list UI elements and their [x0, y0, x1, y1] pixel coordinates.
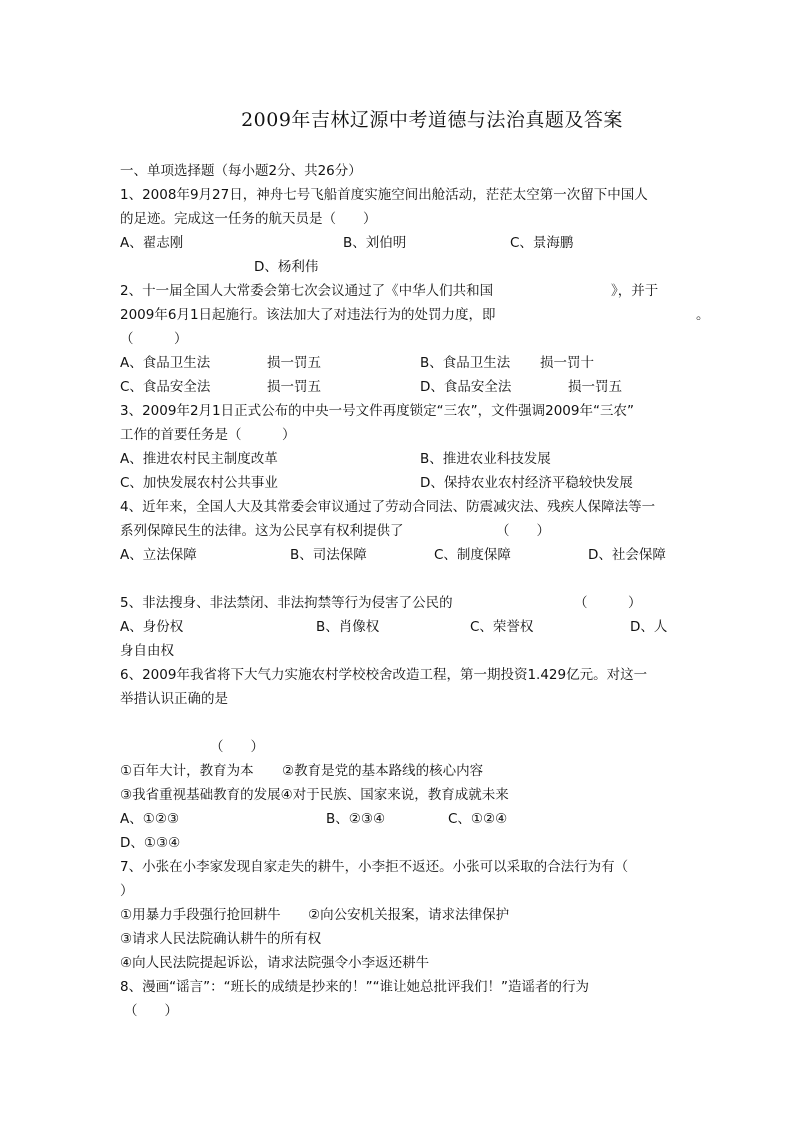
q7-stem-line1: 7、小张在小李家发现自家走失的耕牛，小李拒不返还。小张可以采取的合法行为有（ — [120, 859, 629, 875]
q3-option-b: B、推进农业科技发展 — [420, 451, 551, 467]
q2-option-a: A、食品卫生法 — [120, 355, 211, 371]
q5-option-b: B、肖像权 — [316, 619, 380, 635]
q6-item-1: ①百年大计，教育为本 — [120, 763, 254, 779]
q7-stem-line2: ） — [120, 883, 134, 899]
q2-option-c-detail: 损一罚五 — [267, 379, 321, 395]
q3-option-c: C、加快发展农村公共事业 — [120, 475, 278, 491]
q6-stem-line1: 6、2009年我省将下大气力实施农村学校校舍改造工程，第一期投资1.429亿元。对这一 — [120, 667, 648, 683]
q6-option-d: D、①③④ — [120, 835, 181, 851]
q1-option-b: B、刘伯明 — [343, 235, 407, 251]
q4-answer-paren: （ ） — [496, 523, 550, 539]
q2-option-d-detail: 损一罚五 — [568, 379, 622, 395]
q5-stem: 5、非法搜身、非法禁闭、非法拘禁等行为侵害了公民的 — [120, 595, 453, 611]
q6-option-c: C、①②④ — [448, 811, 508, 827]
q6-option-b: B、②③④ — [326, 811, 386, 827]
q5-option-d-continued: 身自由权 — [120, 643, 174, 659]
q6-item-3-4: ③我省重视基础教育的发展④对于民族、国家来说，教育成就未来 — [120, 787, 509, 803]
q4-option-c: C、制度保障 — [434, 547, 511, 563]
q2-stem-line2-end: 。 — [696, 307, 710, 323]
q3-option-d: D、保持农业农村经济平稳较快发展 — [420, 475, 633, 491]
q8-answer-paren: （ ） — [124, 1003, 178, 1019]
page-title: 2009年吉林辽源中考道德与法治真题及答案 — [241, 109, 623, 131]
q4-option-a: A、立法保障 — [120, 547, 197, 563]
q1-option-a: A、翟志刚 — [120, 235, 184, 251]
q7-item-2: ②向公安机关报案，请求法律保护 — [308, 907, 510, 923]
q2-stem-line1: 2、十一届全国人大常委会第七次会议通过了《中华人们共和国 — [120, 283, 494, 299]
q3-option-a: A、推进农村民主制度改革 — [120, 451, 278, 467]
q3-stem-line1: 3、2009年2月1日正式公布的中央一号文件再度锁定“三农”，文件强调2009年“三农” — [120, 403, 634, 419]
q2-option-a-detail: 损一罚五 — [267, 355, 321, 371]
q5-option-d: D、人 — [630, 619, 668, 635]
q7-item-4: ④向人民法院提起诉讼，请求法院强令小李返还耕牛 — [120, 955, 430, 971]
q5-option-c: C、荣誉权 — [470, 619, 534, 635]
q5-option-a: A、身份权 — [120, 619, 184, 635]
q4-option-d: D、社会保障 — [588, 547, 666, 563]
q6-stem-line2: 举措认识正确的是 — [120, 691, 228, 707]
q2-option-b: B、食品卫生法 — [420, 355, 511, 371]
q5-answer-paren: （ ） — [574, 595, 642, 611]
q7-item-1: ①用暴力手段强行抢回耕牛 — [120, 907, 281, 923]
q2-option-d: D、食品安全法 — [420, 379, 512, 395]
q4-stem-line2: 系列保障民生的法律。这为公民享有权利提供了 — [120, 523, 404, 539]
q2-answer-paren: （ ） — [120, 331, 188, 347]
section-heading: 一、单项选择题（每小题2分、共26分） — [120, 163, 362, 179]
q3-stem-line2: 工作的首要任务是（ ） — [120, 427, 296, 443]
q6-item-2: ②教育是党的基本路线的核心内容 — [282, 763, 484, 779]
q2-option-b-detail: 损一罚十 — [540, 355, 594, 371]
q1-option-c: C、景海鹏 — [510, 235, 574, 251]
q1-option-d: D、杨利伟 — [254, 259, 319, 275]
q4-stem-line1: 4、近年来，全国人大及其常委会审议通过了劳动合同法、防震减灾法、残疾人保障法等一 — [120, 499, 656, 515]
q7-item-3: ③请求人民法院确认耕牛的所有权 — [120, 931, 322, 947]
q6-option-a: A、①②③ — [120, 811, 180, 827]
q2-option-c: C、食品安全法 — [120, 379, 211, 395]
q1-stem-line2: 的足迹。完成这一任务的航天员是（ ） — [120, 211, 377, 227]
q1-stem-line1: 1、2008年9月27日，神舟七号飞船首度实施空间出舱活动，茫茫太空第一次留下中国人 — [120, 187, 648, 203]
q2-stem-line1-end: 》，并于 — [611, 283, 659, 299]
q8-stem-line1: 8、漫画“谣言”：“班长的成绩是抄来的！”“谁让她总批评我们！”造谣者的行为 — [120, 979, 590, 995]
q6-answer-paren: （ ） — [210, 739, 264, 755]
q2-stem-line2: 2009年6月1日起施行。该法加大了对违法行为的处罚力度，即 — [120, 307, 496, 323]
q4-option-b: B、司法保障 — [290, 547, 367, 563]
